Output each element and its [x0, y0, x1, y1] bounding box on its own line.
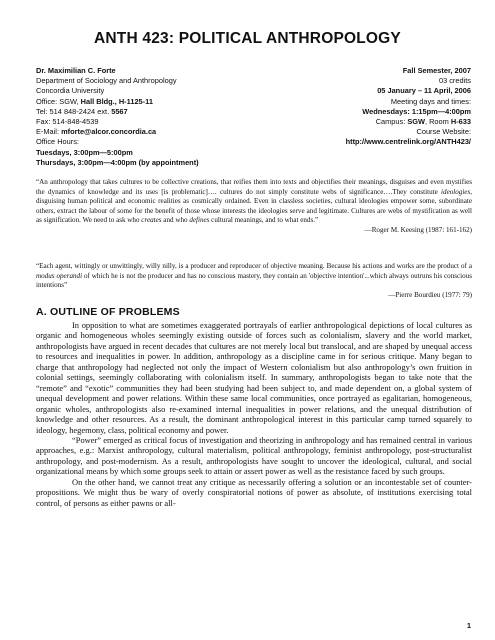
university: Concordia University	[36, 86, 105, 96]
quote-text: “An anthropology that takes cultures to be collective creations, that reifies them into texts and objectifies their meanings, disguises and even mystifies the dynamics of knowledge and its uses [is problematic]…. cultures do not simply constitute webs of significance….They constitute ideologies, disguising human political and economic realities as cosmically ordained. Even in classless societies, cultural ideologies empower some, subordinate others, extract the labour of some for the benefit of those whose interests the ideologies serve and legitimate. Cultures are webs of mystification as well as signification. We need to ask who creates and who defines cultural meanings, and to what ends.”	[36, 178, 472, 225]
quote-text: “Each agent, wittingly or unwittingly, willy nilly, is a producer and reproducer of objective meaning. Because his actions and works are the product of a modus operandi of which he is not the producer and has no conscious mastery, they contain an 'objective intention'...which always outruns his conscious intentions”	[36, 262, 472, 290]
course-title: ANTH 423: POLITICAL ANTHROPOLOGY	[94, 30, 401, 47]
quote-attribution: —Pierre Bourdieu (1977: 79)	[388, 290, 472, 299]
fax: Fax: 514-848-4539	[36, 117, 99, 127]
email: E-Mail: mforte@alcor.concordia.ca	[36, 127, 157, 137]
epigraph-bourdieu	[36, 262, 472, 300]
office-location: Office: SGW, Hall Bldg., H-1125-11	[36, 96, 153, 106]
quote-attribution: —Roger M. Keesing (1987: 161-162)	[364, 225, 472, 234]
department: Department of Sociology and Anthropology	[36, 76, 177, 86]
instructor-name: Dr. Maximilian C. Forte	[36, 66, 116, 75]
credits: 03 credits	[438, 76, 471, 86]
semester: Fall Semester, 2007	[402, 66, 471, 75]
meeting-label: Meeting days and times:	[390, 96, 471, 106]
campus-room: Campus: SGW, Room H-633	[375, 117, 471, 127]
epigraph-keesing	[36, 178, 472, 236]
page-number: 1	[466, 621, 471, 630]
body-paragraph: In opposition to what are sometimes exaggerated portrayals of earlier anthropological depictions of local cultures as organic and homogeneous wholes seemingly existing outside of forces such as colonialism, slavery and the world market, anthropologists have argued in recent decades that cultures are not merely local but translocal, and are shaped by unequal access to resources and inequalities in power. In addition, anthropology as a discipline came in for serious critique. Many began to charge that anthropology had neglected not only the impact of Western colonialism but also anthropology’s own fruition in colonial settings, seemingly collaborating with colonialism itself. In summary, anthropologists began to take note that the “remote” and “exotic” communities they had been studying had been subject to, and made dependent on, a global system of unequal development and power relations. Within these same local communities, once portrayed as egalitarian, homogeneous, organic wholes, anthropologists also re-examined internal inequalities in power relations, and the unequal distribution of knowledge and other resources. As a result, the dominant anthropological interest in this particular camp turned squarely to ideology, hegemony, class, political economy and power.	[36, 320, 472, 435]
office-hours-label: Office Hours:	[36, 137, 79, 147]
instructor-info	[36, 66, 256, 168]
body-paragraph: On the other hand, we cannot treat any critique as necessarily offering a solution or an incontestable set of counter-propositions. We might thus be wary of overly conspiratorial notions of power as absolute, of institutions exercising total control, of persons as either pawns or all-	[36, 476, 472, 508]
course-dates: 05 January – 11 April, 2006	[377, 86, 471, 96]
office-hours-tuesday: Tuesdays, 3:00pm—5:00pm	[36, 147, 133, 157]
website-label: Course Website:	[416, 127, 471, 137]
section-heading: A. OUTLINE OF PROBLEMS	[36, 306, 180, 318]
website-link[interactable]: http://www.centrelink.org/ANTH423/	[345, 137, 471, 147]
office-hours-thursday: Thursdays, 3:00pm—4:00pm (by appointment)	[36, 157, 199, 167]
course-info	[251, 66, 471, 148]
body-paragraph: “Power” emerged as critical focus of investigation and theorizing in anthropology and has remained central in various approaches, e.g.: Marxist anthropology, cultural materialism, political anthropology, feminist anthropology, post-structuralist anthropology, and post-modernism. As a result, anthropologists have sought to uncover the ideological, cultural, and social organizational means by which some groups seek to attain or assert power as well as the resistance faced by such groups.	[36, 434, 472, 477]
meeting-time: Wednesdays: 1:15pm—4:00pm	[362, 106, 471, 116]
telephone: Tel: 514 848-2424 ext. 5567	[36, 106, 128, 116]
section-body	[36, 320, 472, 508]
email-link[interactable]: mforte@alcor.concordia.ca	[61, 127, 157, 137]
